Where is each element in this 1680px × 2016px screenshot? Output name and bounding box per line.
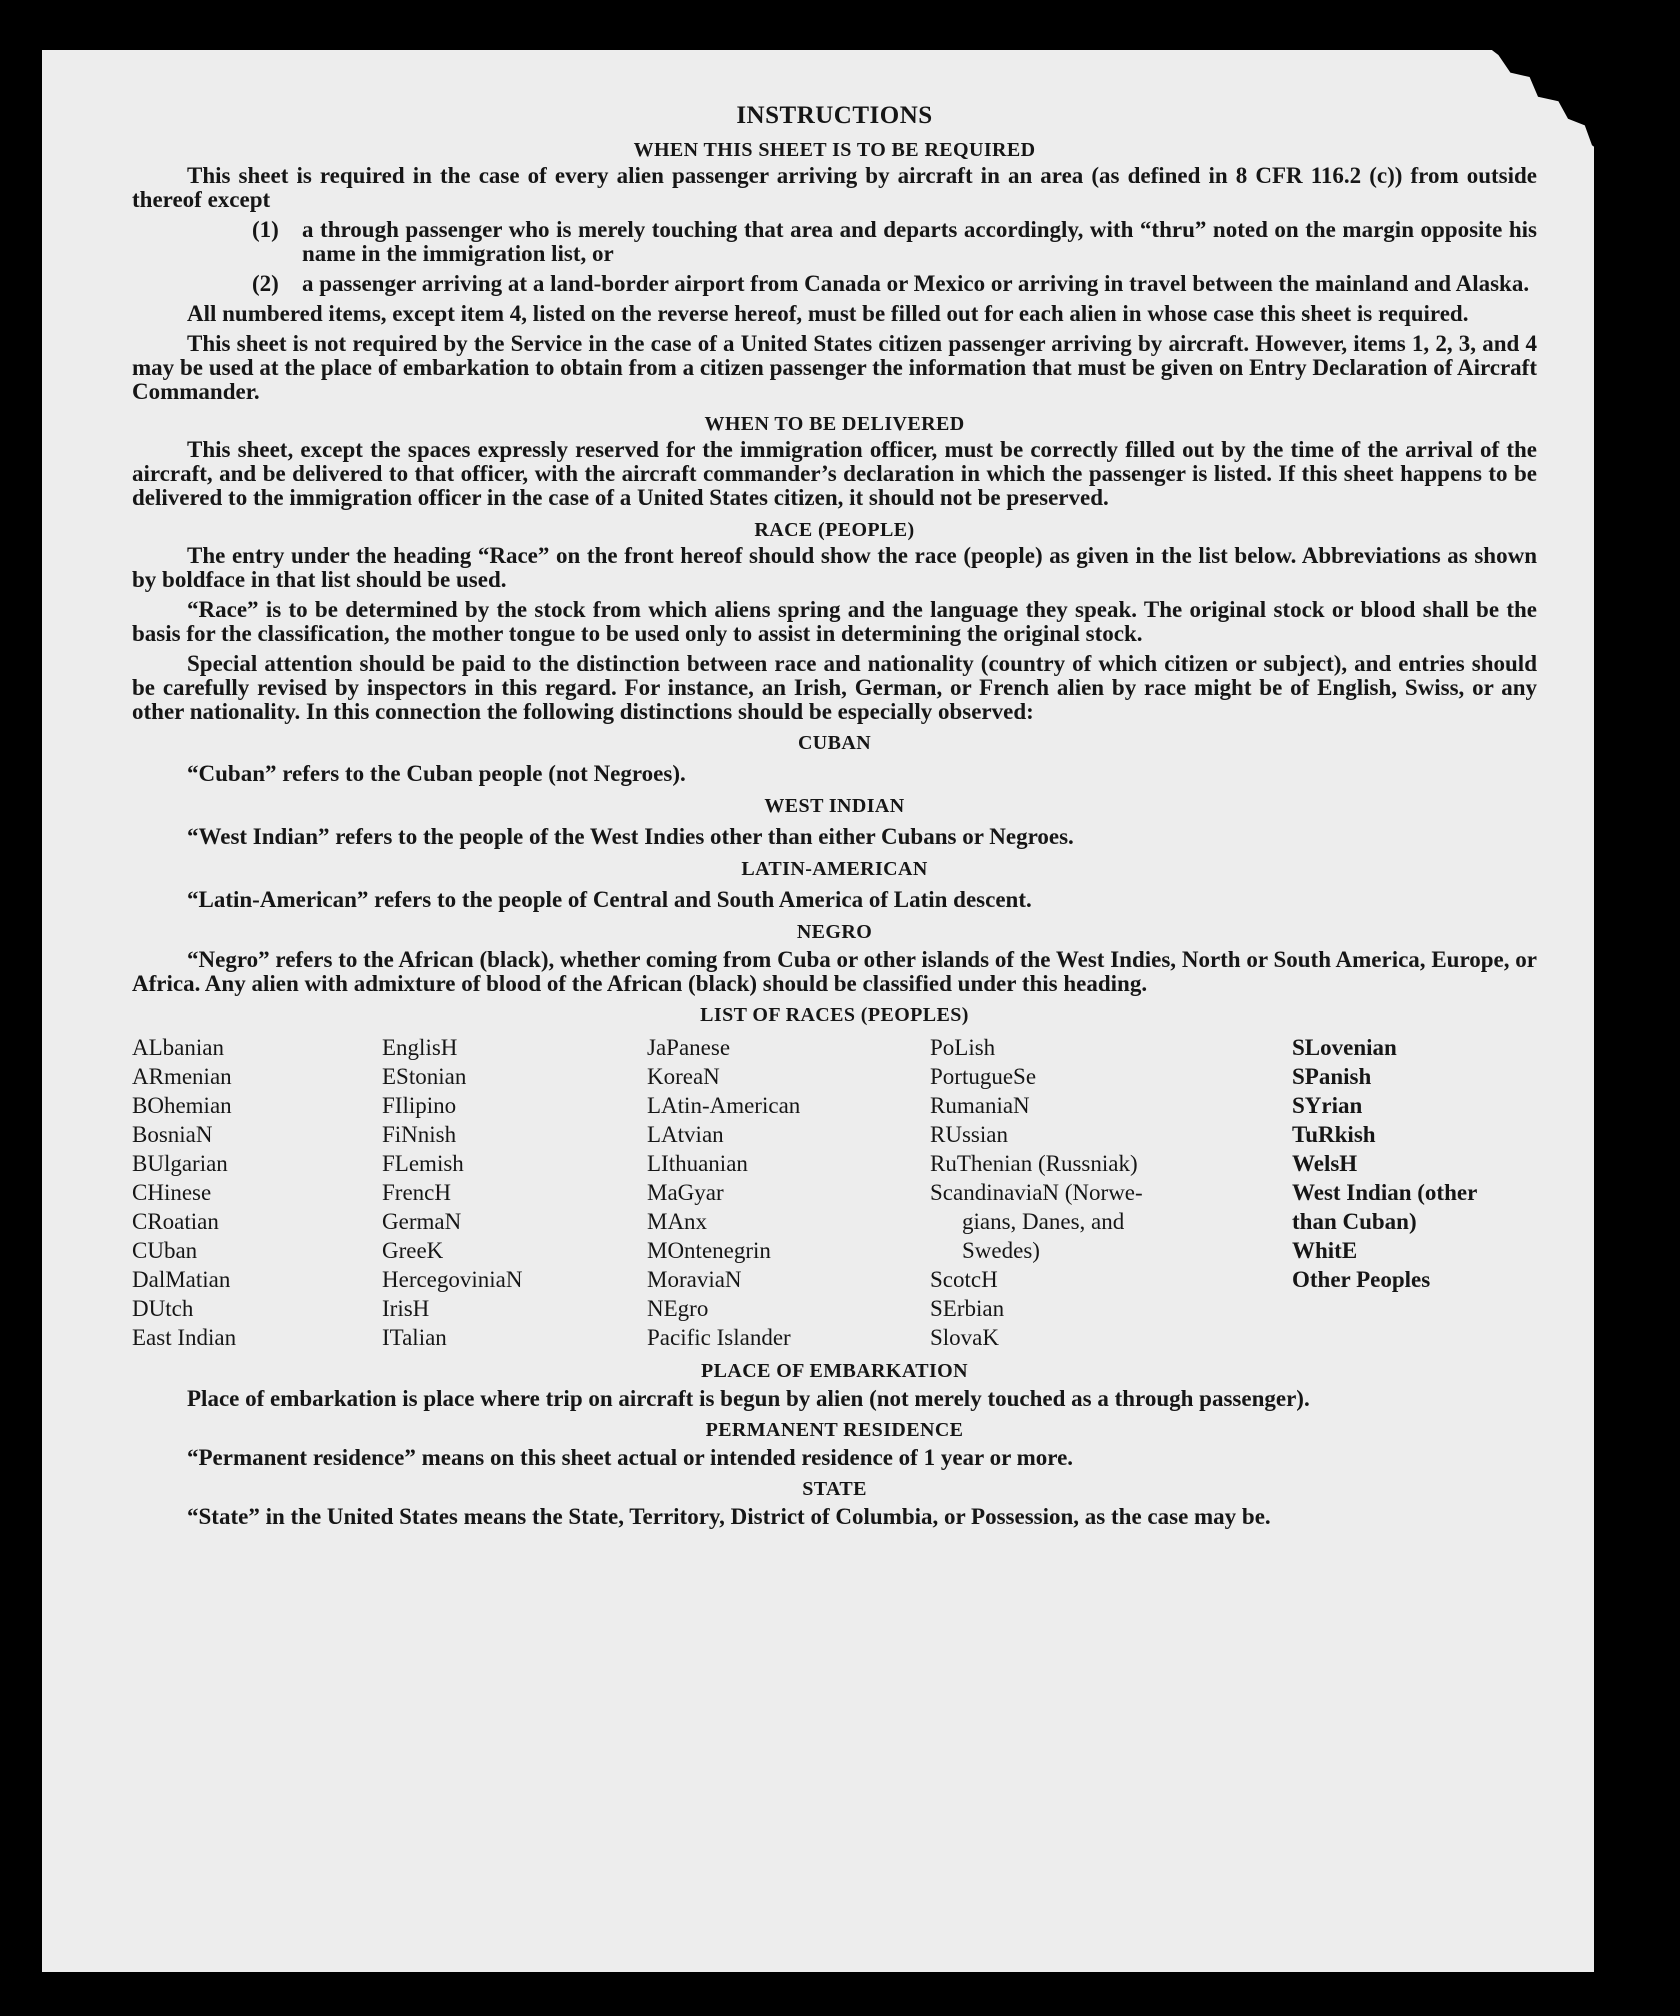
list-item: EStonian [382,1064,467,1089]
list-item: SPanish [1292,1064,1372,1089]
list-item: than Cuban) [1292,1209,1417,1234]
list-item: ITalian [382,1325,447,1350]
cuban-definition: “Cuban” refers to the Cuban people (not Negroes). [187,761,686,786]
document-content [132,102,1537,1529]
list-item: ScotcH [930,1267,998,1292]
required-para-3: This sheet is not required by the Service in the case of a United States citizen passenger arriving by aircraft. However, items 1, 2, 3, and 4 may be used at the place of embarkation to obtain from a citizen passenger the information that must be given on Entry Declaration of Aircraft Commander. [132,331,1537,404]
list-item: Other Peoples [1292,1267,1431,1292]
list-item: SLovenian [1292,1035,1397,1060]
list-item: DalMatian [132,1267,231,1292]
races-column-2 [382,1033,647,1352]
list-item: FrencH [382,1180,451,1205]
list-item: RumaniaN [930,1093,1030,1118]
item-text: a through passenger who is merely touching that area and departs accordingly, with “thru” noted on the margin opposite his name in the immigration list, or [302,217,1537,266]
heading-list-of-races: LIST OF RACES (PEOPLES) [700,1004,969,1026]
embarkation-definition: Place of embarkation is place where trip on aircraft is begun by alien (not merely touched as a through passenger). [187,1386,1310,1411]
races-column-4 [930,1033,1292,1352]
item-number: (2) [252,271,279,296]
heading-negro: NEGRO [796,921,873,943]
item-number: (1) [252,217,279,242]
list-item: GermaN [382,1209,462,1234]
list-item: gians, Danes, and [962,1209,1125,1234]
latin-american-definition: “Latin-American” refers to the people of Central and South America of Latin descent. [187,887,1032,912]
heading-when-required: WHEN THIS SHEET IS TO BE REQUIRED [633,139,1036,161]
heading-race: RACE (PEOPLE) [754,519,915,541]
list-item: MoraviaN [647,1267,742,1292]
list-item: LAtvian [647,1122,724,1147]
heading-west-indian: WEST INDIAN [764,795,905,817]
item-text: a passenger arriving at a land-border airport from Canada or Mexico or arriving in travel between the mainland and Alaska. [302,271,1530,296]
list-item: WelsH [1292,1151,1358,1176]
list-item: SErbian [930,1296,1005,1321]
list-item: BosniaN [132,1122,213,1147]
list-item: West Indian (other [1292,1180,1478,1205]
document-sheet [42,50,1594,1972]
heading-latin-american: LATIN-AMERICAN [741,858,928,880]
heading-cuban: CUBAN [797,732,872,754]
list-item: TuRkish [1292,1122,1376,1147]
page-title: INSTRUCTIONS [736,102,933,129]
list-item: SYrian [1292,1093,1363,1118]
west-indian-definition: “West Indian” refers to the people of the West Indies other than either Cubans or Negroes. [187,824,1074,849]
list-item: FLemish [382,1151,464,1176]
list-item: RUssian [930,1122,1008,1147]
races-column-3 [647,1033,930,1352]
list-item: BOhemian [132,1093,232,1118]
races-list [132,1033,1537,1352]
required-item-1 [252,218,1537,266]
list-item: Swedes) [962,1238,1040,1263]
heading-when-delivered: WHEN TO BE DELIVERED [704,413,965,435]
list-item: PortugueSe [930,1064,1037,1089]
list-item: ScandinaviaN (Norwe- [930,1180,1143,1205]
heading-state: STATE [802,1478,867,1500]
footer-sections [132,1360,1537,1529]
list-item: MOntenegrin [647,1238,771,1263]
list-item: KoreaN [647,1064,720,1089]
list-item: NEgro [647,1296,709,1321]
list-item: HercegoviniaN [382,1267,523,1292]
races-column-5 [1292,1033,1537,1352]
list-item: LAtin-American [647,1093,801,1118]
list-item: LIthuanian [647,1151,748,1176]
race-para-3: Special attention should be paid to the distinction between race and nationality (country of which citizen or subject), and entries should be carefully revised by inspectors in this regard. For instance, an Irish, German, or French alien by race might be of English, Swiss, or any other nationality. In this connection the following distinctions should be especially observed: [132,651,1537,724]
list-item: CUban [132,1238,198,1263]
list-item: East Indian [132,1325,237,1350]
list-item: Pacific Islander [647,1325,791,1350]
list-item: BUlgarian [132,1151,228,1176]
list-item: ARmenian [132,1064,232,1089]
race-para-2: “Race” is to be determined by the stock from which aliens spring and the language they speak. The original stock or blood shall be the basis for the classification, the mother tongue to be used only to assist in determining the original stock. [132,597,1537,646]
list-item: CHinese [132,1180,212,1205]
list-item: WhitE [1292,1238,1358,1263]
list-item: CRoatian [132,1209,219,1234]
list-item: MaGyar [647,1180,724,1205]
list-item: RuThenian (Russniak) [930,1151,1138,1176]
list-item: DUtch [132,1296,194,1321]
list-item: GreeK [382,1238,444,1263]
races-column-1 [132,1033,382,1352]
list-item: EnglisH [382,1035,458,1060]
list-item: ALbanian [132,1035,224,1060]
race-para-1: The entry under the heading “Race” on the front hereof should show the race (people) as given in the list below. Abbreviations as shown by boldface in that list should be used. [132,543,1537,592]
list-item: JaPanese [647,1035,731,1060]
heading-permanent-residence: PERMANENT RESIDENCE [705,1419,964,1441]
required-para-1: This sheet is required in the case of every alien passenger arriving by aircraft in an area (as defined in 8 CFR 116.2 (c)) from outside thereof except [132,163,1537,212]
required-item-2 [252,272,1537,296]
list-item: SlovaK [930,1325,999,1350]
negro-definition: “Negro” refers to the African (black), whether coming from Cuba or other islands of the West Indies, North or South America, Europe, or Africa. Any alien with admixture of blood of the African (black) should be classified under this heading. [132,947,1537,996]
state-definition: “State” in the United States means the State, Territory, District of Columbia, or Possession, as the case may be. [187,1504,1271,1529]
list-item: FIlipino [382,1093,457,1118]
required-para-2: All numbered items, except item 4, listed on the reverse hereof, must be filled out for each alien in whose case this sheet is required. [187,301,1469,326]
delivered-para: This sheet, except the spaces expressly reserved for the immigration officer, must be correctly filled out by the time of the arrival of the aircraft, and be delivered to that officer, with the aircraft commander’s declaration in which the passenger is listed. If this sheet happens to be delivered to the immigration officer in the case of a United States citizen, it should not be preserved. [132,437,1537,510]
list-item: PoLish [930,1035,996,1060]
list-item: FiNnish [382,1122,457,1147]
list-item: IrisH [382,1296,430,1321]
residence-definition: “Permanent residence” means on this sheet actual or intended residence of 1 year or more. [187,1445,1074,1470]
heading-place-of-embarkation: PLACE OF EMBARKATION [701,1360,968,1382]
list-item: MAnx [647,1209,708,1234]
